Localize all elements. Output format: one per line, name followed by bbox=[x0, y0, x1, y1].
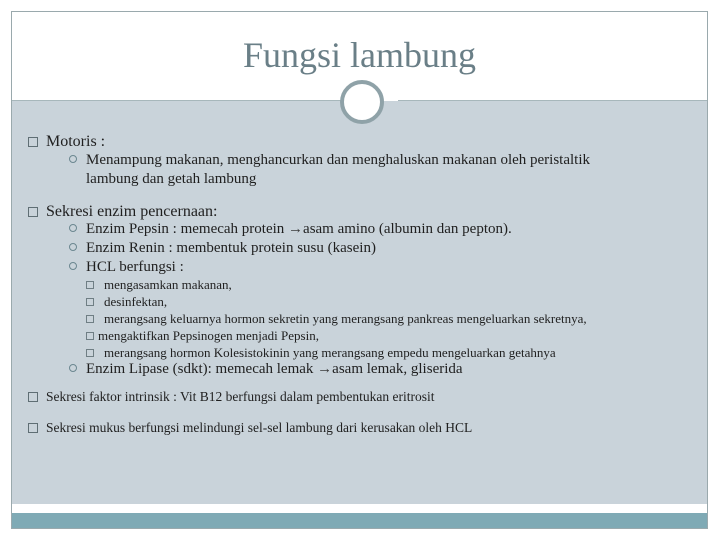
hcl-item bbox=[86, 311, 587, 327]
sub-bullet-text: Menampung makanan, menghancurkan dan menghaluskan makanan oleh peristaltik bbox=[86, 152, 591, 168]
sub-bullet-renin bbox=[69, 240, 376, 257]
ring-bullet-icon bbox=[69, 262, 77, 270]
hcl-item-text: mengasamkan makanan, bbox=[104, 277, 232, 292]
hcl-item-text: desinfektan, bbox=[104, 294, 168, 309]
circle-ornament-icon bbox=[340, 80, 384, 124]
content-area bbox=[12, 101, 707, 504]
bullet-label: Motoris : bbox=[46, 133, 106, 150]
bullet-label: Sekresi faktor intrinsik : Vit B12 berfungsi dalam pembentukan eritrosit bbox=[46, 389, 435, 404]
bullet-mukus bbox=[28, 420, 472, 436]
hcl-item-text: merangsang keluarnya hormon sekretin yang merangsang pankreas mengeluarkan sekretnya, bbox=[104, 311, 587, 326]
sub-bullet-pepsin bbox=[69, 221, 512, 238]
square-bullet-icon bbox=[86, 281, 94, 289]
sub-bullet-text-b: asam lemak, gliserida bbox=[332, 361, 463, 377]
arrow-right-icon: → bbox=[317, 361, 333, 377]
square-bullet-icon bbox=[28, 137, 38, 147]
ring-bullet-icon bbox=[69, 224, 77, 232]
hcl-item bbox=[86, 328, 319, 344]
bullet-motoris bbox=[28, 133, 105, 151]
bullet-faktor-intrinsik bbox=[28, 389, 435, 405]
bottom-bar bbox=[12, 513, 707, 528]
bullet-label: Sekresi enzim pencernaan: bbox=[46, 203, 218, 220]
ring-bullet-icon bbox=[69, 155, 77, 163]
ring-bullet-icon bbox=[69, 364, 77, 372]
sub-bullet-menampung-cont bbox=[86, 171, 256, 188]
sub-bullet-text: Enzim Lipase (sdkt): memecah lemak bbox=[86, 361, 314, 377]
square-bullet-icon bbox=[28, 207, 38, 217]
square-bullet-icon bbox=[86, 349, 94, 357]
sub-bullet-text-b: asam amino (albumin dan pepton). bbox=[303, 221, 512, 237]
bullet-label: Sekresi mukus berfungsi melindungi sel-sel lambung dari kerusakan oleh HCL bbox=[46, 420, 473, 435]
sub-bullet-text: HCL berfungsi : bbox=[86, 259, 184, 275]
sub-bullet-text-cont: lambung dan getah lambung bbox=[86, 171, 257, 187]
ring-bullet-icon bbox=[69, 243, 77, 251]
sub-bullet-lipase bbox=[69, 361, 463, 378]
square-bullet-icon bbox=[28, 423, 38, 433]
slide bbox=[11, 11, 708, 529]
slide-title: Fungsi lambung bbox=[242, 35, 476, 75]
hcl-item-text: merangsang hormon Kolesistokinin yang merangsang empedu mengeluarkan getahnya bbox=[104, 345, 556, 360]
sub-bullet-hcl bbox=[69, 259, 184, 276]
square-bullet-icon bbox=[86, 298, 94, 306]
hcl-item bbox=[86, 345, 556, 361]
sub-bullet-text: Enzim Renin : membentuk protein susu (kasein) bbox=[86, 240, 376, 256]
hcl-item-text: mengaktifkan Pepsinogen menjadi Pepsin, bbox=[98, 328, 319, 343]
hcl-item bbox=[86, 294, 167, 310]
square-bullet-icon bbox=[28, 392, 38, 402]
arrow-right-icon: → bbox=[288, 221, 304, 237]
sub-bullet-menampung bbox=[69, 152, 590, 169]
square-bullet-icon bbox=[86, 332, 94, 340]
sub-bullet-text: Enzim Pepsin : memecah protein bbox=[86, 221, 285, 237]
hcl-item bbox=[86, 277, 232, 293]
square-bullet-icon bbox=[86, 315, 94, 323]
bullet-sekresi-enzim bbox=[28, 203, 217, 221]
